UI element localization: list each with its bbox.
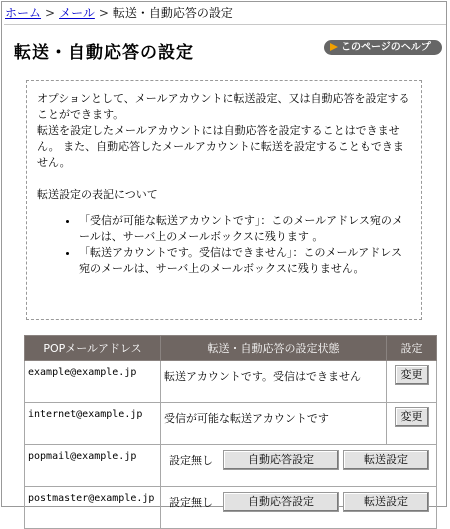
breadcrumb-separator: > bbox=[45, 6, 56, 20]
info-box bbox=[26, 80, 422, 320]
table-row bbox=[25, 487, 437, 529]
notation-item: • 「転送アカウントです。受信はできません」：このメールアドレス宛のメールは、サーバ上のメールボックスに残りません。 bbox=[79, 245, 411, 277]
breadcrumb-mail-link[interactable]: メール bbox=[59, 6, 95, 20]
account-table bbox=[24, 335, 437, 529]
account-address: example@example.jp bbox=[25, 361, 161, 403]
auto-reply-settings-button[interactable]: 自動応答設定 bbox=[223, 492, 339, 512]
page-title: 転送・自動応答の設定 bbox=[14, 43, 194, 63]
auto-reply-settings-button[interactable]: 自動応答設定 bbox=[223, 450, 339, 470]
column-header-status: 転送・自動応答の設定状態 bbox=[161, 336, 387, 361]
notation-list bbox=[37, 213, 411, 277]
breadcrumb-home-link[interactable]: ホーム bbox=[5, 6, 42, 20]
help-button-label: このページのヘルプ bbox=[341, 42, 431, 53]
column-header-address: POPメールアドレス bbox=[25, 336, 161, 361]
change-button[interactable]: 変更 bbox=[395, 407, 429, 427]
help-button[interactable] bbox=[324, 40, 442, 55]
change-button[interactable]: 変更 bbox=[395, 365, 429, 385]
table-row bbox=[25, 445, 437, 487]
breadcrumb bbox=[5, 5, 233, 21]
breadcrumb-separator: > bbox=[98, 6, 109, 20]
account-status: 設定無し bbox=[169, 496, 213, 509]
notation-heading: 転送設定の表記について bbox=[37, 188, 158, 201]
notation-item: • 「受信が可能な転送アカウントです」：このメールアドレス宛のメールは、サーバ上のメールボックスに残ります 。 bbox=[79, 213, 411, 245]
account-address: postmaster@example.jp bbox=[25, 487, 161, 529]
account-address: popmail@example.jp bbox=[25, 445, 161, 487]
account-address: internet@example.jp bbox=[25, 403, 161, 445]
account-status: 転送アカウントです。受信はできません bbox=[164, 370, 362, 383]
forward-settings-button[interactable]: 転送設定 bbox=[343, 450, 429, 470]
table-row bbox=[25, 403, 437, 445]
divider bbox=[4, 24, 446, 25]
table-row bbox=[25, 361, 437, 403]
account-status: 設定無し bbox=[169, 454, 213, 467]
info-paragraph: 転送を設定したメールアカウントには自動応答を設定することはできません。 また、自動応答したメールアカウントに転送を設定することもできません。 bbox=[37, 124, 404, 169]
forward-settings-button[interactable]: 転送設定 bbox=[343, 492, 429, 512]
breadcrumb-current: 転送・自動応答の設定 bbox=[112, 6, 233, 20]
account-status: 受信が可能な転送アカウントです bbox=[164, 412, 329, 425]
info-paragraph: オプションとして、メールアカウントに転送設定、又は自動応答を設定することができます。 bbox=[37, 92, 410, 121]
table-header-row bbox=[25, 336, 437, 361]
column-header-setting: 設定 bbox=[387, 336, 437, 361]
arrow-right-icon bbox=[330, 43, 338, 51]
